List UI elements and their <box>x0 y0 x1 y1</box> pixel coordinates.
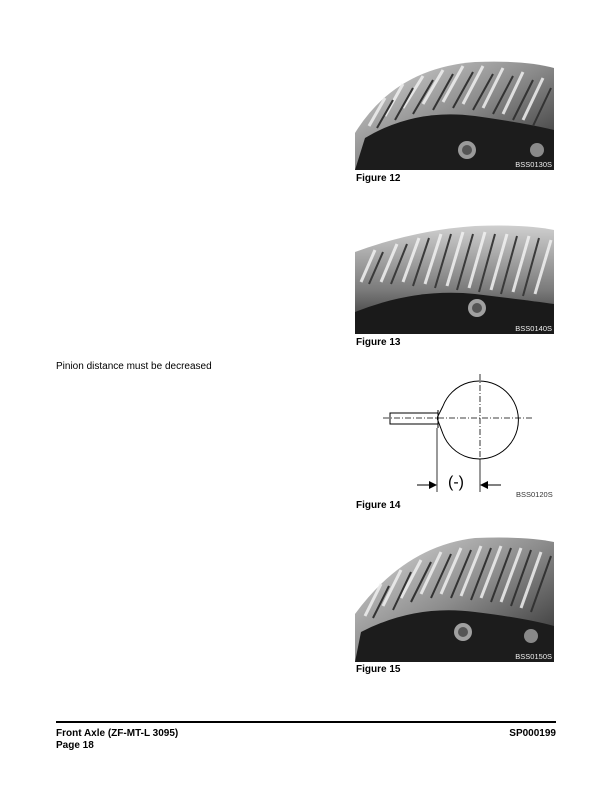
figure-code: BSS0150S <box>515 652 552 661</box>
footer-rule <box>56 721 556 723</box>
figure-code: BSS0140S <box>515 324 552 333</box>
figure-13-caption: Figure 13 <box>356 337 401 348</box>
figure-14-caption: Figure 14 <box>356 500 401 511</box>
figure-12-image <box>355 58 554 170</box>
dimension-label: (-) <box>448 474 464 491</box>
figure-15-caption: Figure 15 <box>356 664 401 675</box>
figure-13-image <box>355 222 554 334</box>
figure-14-diagram <box>355 372 554 498</box>
footer-title: Front Axle (ZF-MT-L 3095) <box>56 728 179 739</box>
footer-page: Page 18 <box>56 740 94 751</box>
footer-doc-id: SP000199 <box>509 728 556 739</box>
footer-left <box>56 728 178 752</box>
body-text: Pinion distance must be decreased <box>56 361 212 372</box>
figure-code: BSS0130S <box>515 160 552 169</box>
figure-15-image <box>355 536 554 662</box>
figure-12-caption: Figure 12 <box>356 173 401 184</box>
figure-code: BSS0120S <box>516 490 553 499</box>
